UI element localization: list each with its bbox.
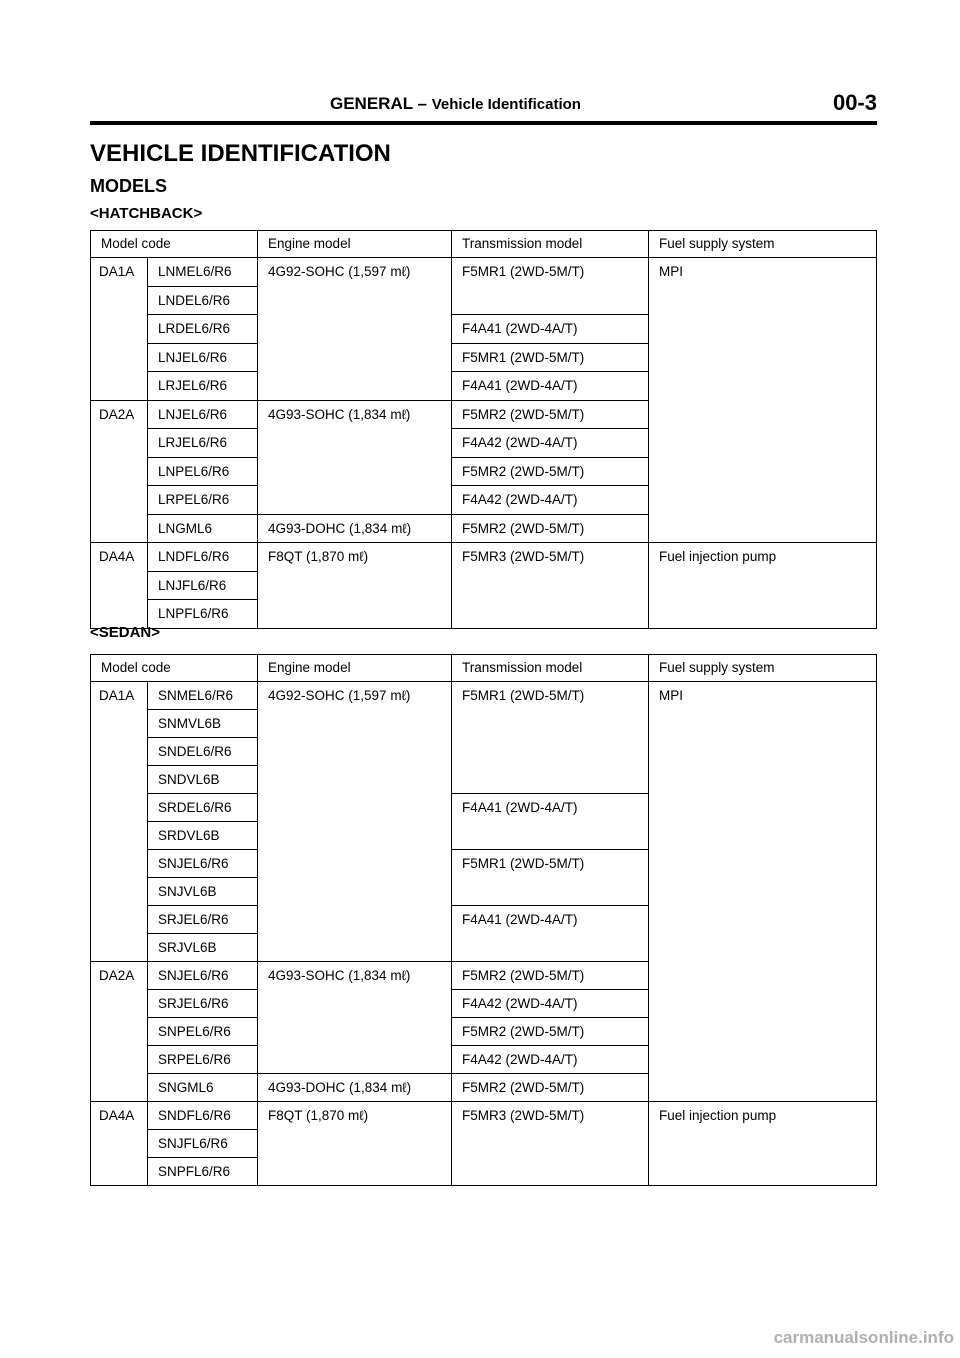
model-code-cell: LRDEL6/R6 [148,315,258,344]
header-transmission-model: Transmission model [452,231,649,258]
model-code-cell: SNPEL6/R6 [148,1018,258,1046]
transmission-cell: F5MR1 (2WD-5M/T) [452,682,649,794]
model-code-cell: SRDVL6B [148,822,258,850]
transmission-cell: F4A42 (2WD-4A/T) [452,1046,649,1074]
model-code-cell: SNJFL6/R6 [148,1130,258,1158]
transmission-cell: F5MR2 (2WD-5M/T) [452,457,649,486]
table-header-row [91,231,877,258]
model-code-cell: LNPEL6/R6 [148,457,258,486]
model-code-cell: SRJEL6/R6 [148,906,258,934]
transmission-cell: F4A42 (2WD-4A/T) [452,429,649,458]
model-code-cell: SNPFL6/R6 [148,1158,258,1186]
table-row [91,543,877,572]
engine-cell: 4G93-SOHC (1,834 mℓ) [258,962,452,1074]
header-fuel-supply: Fuel supply system [649,655,877,682]
model-code-cell: SNDVL6B [148,766,258,794]
header-rule [90,121,877,125]
transmission-cell: F4A42 (2WD-4A/T) [452,990,649,1018]
model-code-cell: SRJEL6/R6 [148,990,258,1018]
fuel-supply-cell: Fuel injection pump [649,543,877,629]
model-code-cell: LNJEL6/R6 [148,343,258,372]
model-code-cell: LNJFL6/R6 [148,571,258,600]
engine-cell: F8QT (1,870 mℓ) [258,543,452,629]
model-cell: DA1A [91,682,148,962]
model-code-cell: SNDEL6/R6 [148,738,258,766]
watermark: carmanualsonline.info [773,1328,954,1347]
transmission-cell: F4A41 (2WD-4A/T) [452,906,649,962]
transmission-cell: F4A42 (2WD-4A/T) [452,486,649,515]
table-row [91,1102,877,1130]
model-code-cell: LRJEL6/R6 [148,372,258,401]
table-header-row [91,655,877,682]
model-cell: DA1A [91,258,148,401]
hatchback-label: <HATCHBACK> [90,205,203,222]
transmission-cell: F5MR2 (2WD-5M/T) [452,1018,649,1046]
header-separator: – [417,94,428,113]
model-code-cell: SRPEL6/R6 [148,1046,258,1074]
header-engine-model: Engine model [258,231,452,258]
model-code-cell: LNDFL6/R6 [148,543,258,572]
sedan-table [90,654,877,1186]
model-code-cell: SNDFL6/R6 [148,1102,258,1130]
model-cell: DA2A [91,962,148,1102]
fuel-supply-cell: Fuel injection pump [649,1102,877,1186]
page-title: VEHICLE IDENTIFICATION [90,140,391,167]
model-code-cell: LRPEL6/R6 [148,486,258,515]
model-code-cell: LNJEL6/R6 [148,400,258,429]
model-code-cell: SNGML6 [148,1074,258,1102]
fuel-supply-cell: MPI [649,682,877,1102]
model-cell: DA2A [91,400,148,543]
engine-cell: 4G92-SOHC (1,597 mℓ) [258,682,452,962]
fuel-supply-cell: MPI [649,258,877,543]
transmission-cell: F5MR2 (2WD-5M/T) [452,514,649,543]
header-model-code: Model code [91,231,258,258]
page-header [90,92,877,122]
transmission-cell: F5MR3 (2WD-5M/T) [452,543,649,629]
model-code-cell: LNGML6 [148,514,258,543]
header-engine-model: Engine model [258,655,452,682]
transmission-cell: F5MR2 (2WD-5M/T) [452,400,649,429]
header-fuel-supply: Fuel supply system [649,231,877,258]
transmission-cell: F4A41 (2WD-4A/T) [452,794,649,850]
header-title [330,94,581,114]
page-number: 00-3 [832,90,877,115]
model-code-cell: SRJVL6B [148,934,258,962]
model-code-cell: SNJEL6/R6 [148,962,258,990]
model-code-cell: LNDEL6/R6 [148,286,258,315]
model-code-cell: SNMVL6B [148,710,258,738]
transmission-cell: F5MR3 (2WD-5M/T) [452,1102,649,1186]
header-subsection: Vehicle Identification [431,96,581,113]
model-cell: DA4A [91,543,148,629]
model-code-cell: SRDEL6/R6 [148,794,258,822]
header-model-code: Model code [91,655,258,682]
engine-cell: 4G92-SOHC (1,597 mℓ) [258,258,452,401]
model-code-cell: SNJVL6B [148,878,258,906]
model-code-cell: LNPFL6/R6 [148,600,258,629]
model-code-cell: LRJEL6/R6 [148,429,258,458]
transmission-cell: F5MR2 (2WD-5M/T) [452,962,649,990]
engine-cell: 4G93-DOHC (1,834 mℓ) [258,1074,452,1102]
model-code-cell: LNMEL6/R6 [148,258,258,287]
table-row [91,682,877,710]
engine-cell: 4G93-SOHC (1,834 mℓ) [258,400,452,514]
engine-cell: F8QT (1,870 mℓ) [258,1102,452,1186]
header-section: GENERAL [330,94,413,113]
header-transmission-model: Transmission model [452,655,649,682]
engine-cell: 4G93-DOHC (1,834 mℓ) [258,514,452,543]
model-cell: DA4A [91,1102,148,1186]
hatchback-table [90,230,877,629]
model-code-cell: SNJEL6/R6 [148,850,258,878]
transmission-cell: F5MR2 (2WD-5M/T) [452,1074,649,1102]
table-row [91,258,877,287]
transmission-cell: F4A41 (2WD-4A/T) [452,372,649,401]
sedan-label: <SEDAN> [90,624,161,641]
transmission-cell: F5MR1 (2WD-5M/T) [452,258,649,315]
model-code-cell: SNMEL6/R6 [148,682,258,710]
section-title: MODELS [90,176,168,196]
transmission-cell: F4A41 (2WD-4A/T) [452,315,649,344]
transmission-cell: F5MR1 (2WD-5M/T) [452,850,649,906]
transmission-cell: F5MR1 (2WD-5M/T) [452,343,649,372]
